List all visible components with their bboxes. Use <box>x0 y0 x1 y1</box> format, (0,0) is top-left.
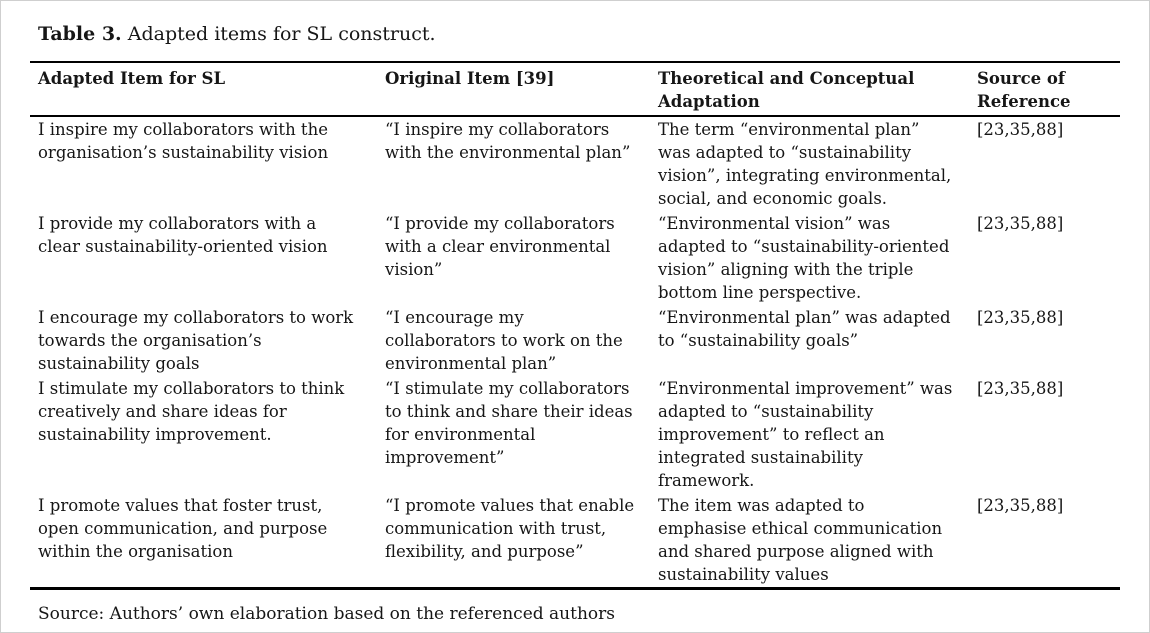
table-cell-adaptation: The item was adapted to emphasise ethical communication and shared purpose aligned with sustainability values <box>658 496 943 584</box>
table-caption-label: Table 3. <box>38 23 122 45</box>
table-header-row <box>30 62 1120 116</box>
adapted-items-table <box>30 61 1120 590</box>
table-row <box>30 376 1120 493</box>
table-cell-adapted-item: I stimulate my collaborators to think creatively and share ideas for sustainability improvement. <box>38 379 345 444</box>
table-cell-source-of-reference: [23,35,88] <box>977 120 1064 139</box>
table-cell-original-item: “I provide my collaborators with a clear environmental vision” <box>385 214 615 279</box>
table-row <box>30 305 1120 376</box>
column-header-adapted-item: Adapted Item for SL <box>30 62 385 116</box>
table-cell-adapted-item: I promote values that foster trust, open communication, and purpose within the organisation <box>38 496 328 561</box>
column-header-original-item: Original Item [39] <box>385 62 658 116</box>
table-cell-original-item: “I encourage my collaborators to work on the environmental plan” <box>385 308 623 373</box>
table-cell-original-item: “I stimulate my collaborators to think and share their ideas for environmental improvement” <box>385 379 633 467</box>
table-row <box>30 116 1120 211</box>
table-cell-source-of-reference: [23,35,88] <box>977 308 1064 327</box>
table-cell-adapted-item: I provide my collaborators with a clear sustainability-oriented vision <box>38 214 328 256</box>
table-caption-text: Adapted items for SL construct. <box>127 23 436 45</box>
table-cell-source-of-reference: [23,35,88] <box>977 379 1064 398</box>
table-cell-adaptation: “Environmental improvement” was adapted to “sustainability improvement” to reflect an integrated sustainability framework. <box>658 379 953 490</box>
table-cell-original-item: “I promote values that enable communication with trust, flexibility, and purpose” <box>385 496 635 561</box>
table-cell-adaptation: “Environmental plan” was adapted to “sustainability goals” <box>658 308 951 350</box>
table-cell-adapted-item: I encourage my collaborators to work towards the organisation’s sustainability goals <box>38 308 354 373</box>
column-header-adaptation: Theoretical and Conceptual Adaptation <box>658 62 977 116</box>
source-note: Source: Authors’ own elaboration based on the referenced authors <box>38 604 615 624</box>
table-cell-adaptation: “Environmental vision” was adapted to “sustainability-oriented vision” aligning with the triple bottom line perspective. <box>658 214 950 302</box>
table-row <box>30 211 1120 305</box>
table-cell-original-item: “I inspire my collaborators with the environmental plan” <box>385 120 631 162</box>
table-cell-adapted-item: I inspire my collaborators with the organisation’s sustainability vision <box>38 120 329 162</box>
column-header-source-of-reference: Source of Reference <box>977 62 1120 116</box>
table-cell-source-of-reference: [23,35,88] <box>977 496 1064 515</box>
table-row <box>30 493 1120 589</box>
table-body <box>30 116 1120 589</box>
table-cell-adaptation: The term “environmental plan” was adapted to “sustainability vision”, integrating environmental, social, and economic goals. <box>658 120 952 208</box>
table-cell-source-of-reference: [23,35,88] <box>977 214 1064 233</box>
table-caption <box>38 22 1120 46</box>
